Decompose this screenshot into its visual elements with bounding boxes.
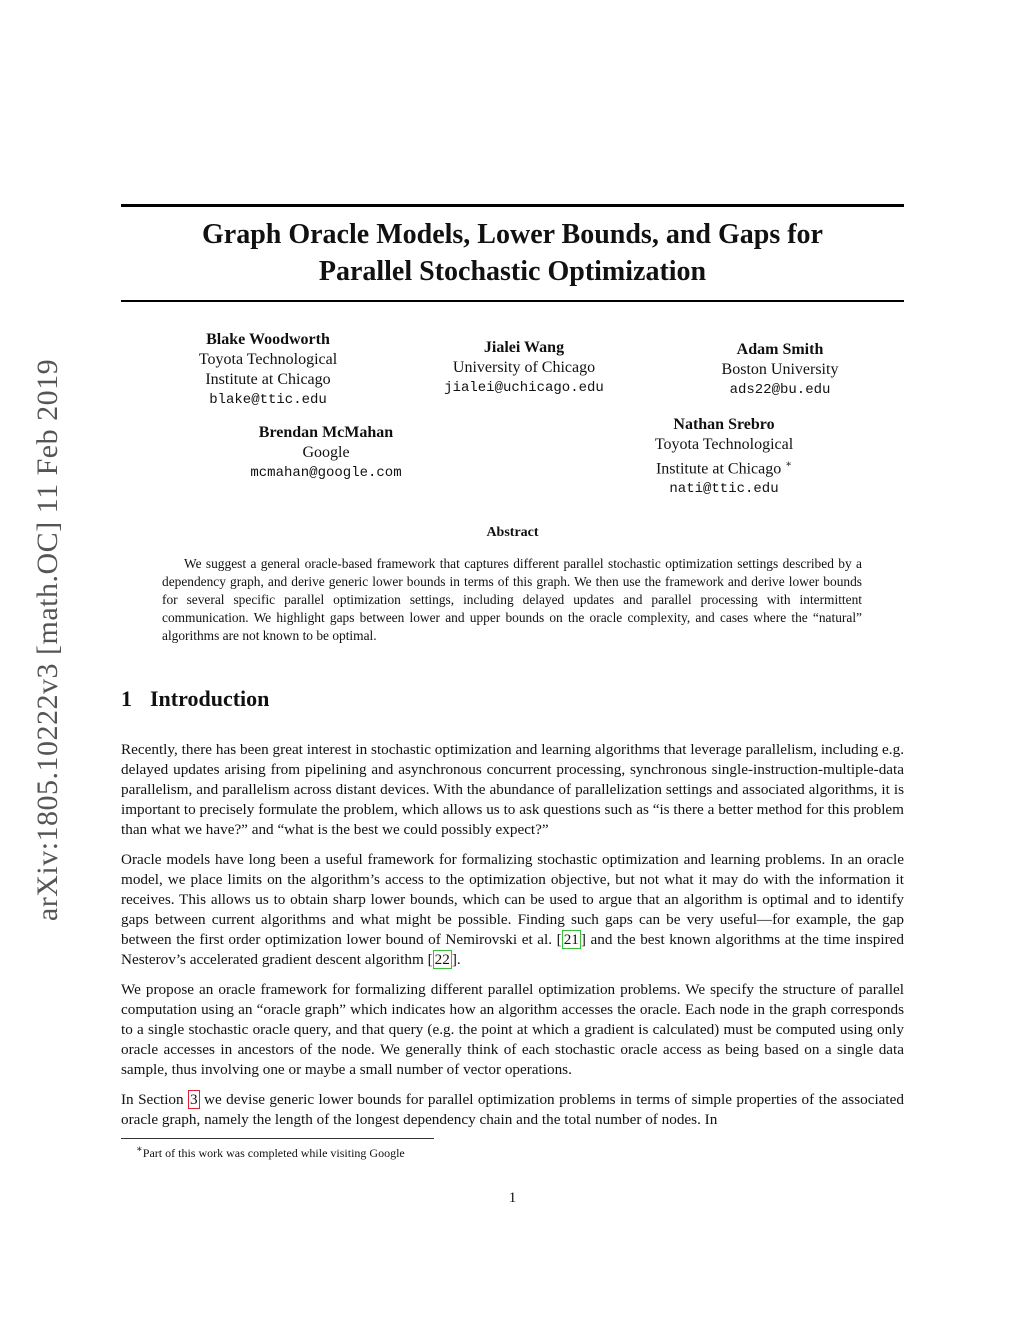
author-block <box>424 338 624 398</box>
paragraph: Recently, there has been great interest in stochastic optimization and learning algorithms that leverage parallelism, including e.g. delayed updates arising from pipelining and asynchronous concurrent processing, synchronous single-instruction-multiple-data parallelism, and parallelism across distant devices. With the abundance of parallelization settings and associated algorithms, it is important to precisely formulate the problem, which allows us to ask questions such as “is there a better method for this problem than what we have?” and “what is the best we could possibly expect?” <box>121 741 904 838</box>
footnote-text: Part of this work was completed while visiting Google <box>142 1146 405 1160</box>
author-name: Nathan Srebro <box>673 416 775 433</box>
abstract-text: We suggest a general oracle-based framework that captures different parallel stochastic optimization settings described by a dependency graph, and derive generic lower bounds in terms of this graph. We then use the framework and derive lower bounds for several specific parallel optimization settings, including delayed updates and parallel processing with intermittent communication. We highlight gaps between lower and upper bounds on the oracle complexity, and cases where the “natural” algorithms are not known to be optimal. <box>162 556 862 643</box>
author-affiliation: Institute at Chicago ∗ <box>655 459 793 478</box>
author-affiliation: Google <box>302 444 350 461</box>
author-block <box>226 423 426 483</box>
footnote-marker: ∗ <box>136 1144 143 1155</box>
author-affiliation: Boston University <box>721 361 839 378</box>
author-email: ads22@bu.edu <box>729 382 831 398</box>
author-block <box>168 330 368 410</box>
author-block <box>622 415 826 499</box>
citation-link[interactable]: 22 <box>434 951 450 968</box>
paragraph: We propose an oracle framework for formalizing different parallel optimization problems. We specify the structure of parallel computation using an “oracle graph” which indicates how an algorithm accesses the oracle. Each node in the graph corresponds to a single stochastic oracle query, and that query (e.g. the point at which a gradient is calculated) must be computed using only oracle accesses in ancestors of the node. We generally think of each stochastic oracle access as being based on a single data sample, thus involving one or maybe a small number of vector operations. <box>121 981 904 1078</box>
footnote-marker: ∗ <box>785 459 793 470</box>
author-name: Blake Woodworth <box>206 331 330 348</box>
arxiv-identifier: arXiv:1805.10222v3 [math.OC] 11 Feb 2019 <box>31 358 64 922</box>
author-affiliation: Toyota Technological <box>654 436 794 453</box>
footnote <box>136 1142 405 1161</box>
citation-link[interactable]: 21 <box>563 931 579 948</box>
title-top-rule <box>121 204 904 207</box>
author-name: Adam Smith <box>736 341 824 358</box>
author-affiliation: Institute at Chicago <box>205 371 331 388</box>
section-number: 1 <box>121 686 132 711</box>
paper-title <box>121 216 904 290</box>
section-reference-link[interactable]: 3 <box>190 1091 198 1108</box>
body-text <box>121 740 904 1140</box>
paragraph: In Section 3 we devise generic lower bounds for parallel optimization problems in terms of simple properties of the associated oracle graph, namely the length of the longest dependency chain and the total number of nodes. In <box>121 1091 904 1128</box>
author-block <box>680 340 880 400</box>
section-title: Introduction <box>150 686 270 711</box>
author-affiliation: Toyota Technological <box>198 351 338 368</box>
author-email: nati@ttic.edu <box>669 481 779 498</box>
title-bottom-rule <box>121 300 904 302</box>
title-line-1: Graph Oracle Models, Lower Bounds, and Gaps for <box>202 219 823 250</box>
abstract-heading: Abstract <box>486 525 539 540</box>
author-email: jialei@uchicago.edu <box>444 380 604 396</box>
footnote-rule <box>121 1138 434 1139</box>
author-name: Brendan McMahan <box>258 424 394 441</box>
author-email: blake@ttic.edu <box>209 392 327 408</box>
title-line-2: Parallel Stochastic Optimization <box>318 256 707 287</box>
paragraph: Oracle models have long been a useful framework for formalizing stochastic optimization and learning problems. In an oracle model, we place limits on the algorithm’s access to the optimization objective, but not what it may do with the information it receives. This allows us to obtain sharp lower bounds, which can be used to argue that an algorithm is optimal and to identify gaps between current algorithms and what might be possible. Finding such gaps can be very useful—for example, the gap between the first order optimization lower bound of Nemirovski et al. [ 21 ] and the best known algorithms at the time inspired Nesterov’s accelerated gradient descent algorithm [ 22 ]. <box>121 851 904 968</box>
author-name: Jialei Wang <box>483 339 565 356</box>
author-affiliation: University of Chicago <box>452 359 596 376</box>
author-email: mcmahan@google.com <box>250 465 402 481</box>
section-heading <box>121 686 269 712</box>
page-number: 1 <box>508 1190 517 1206</box>
